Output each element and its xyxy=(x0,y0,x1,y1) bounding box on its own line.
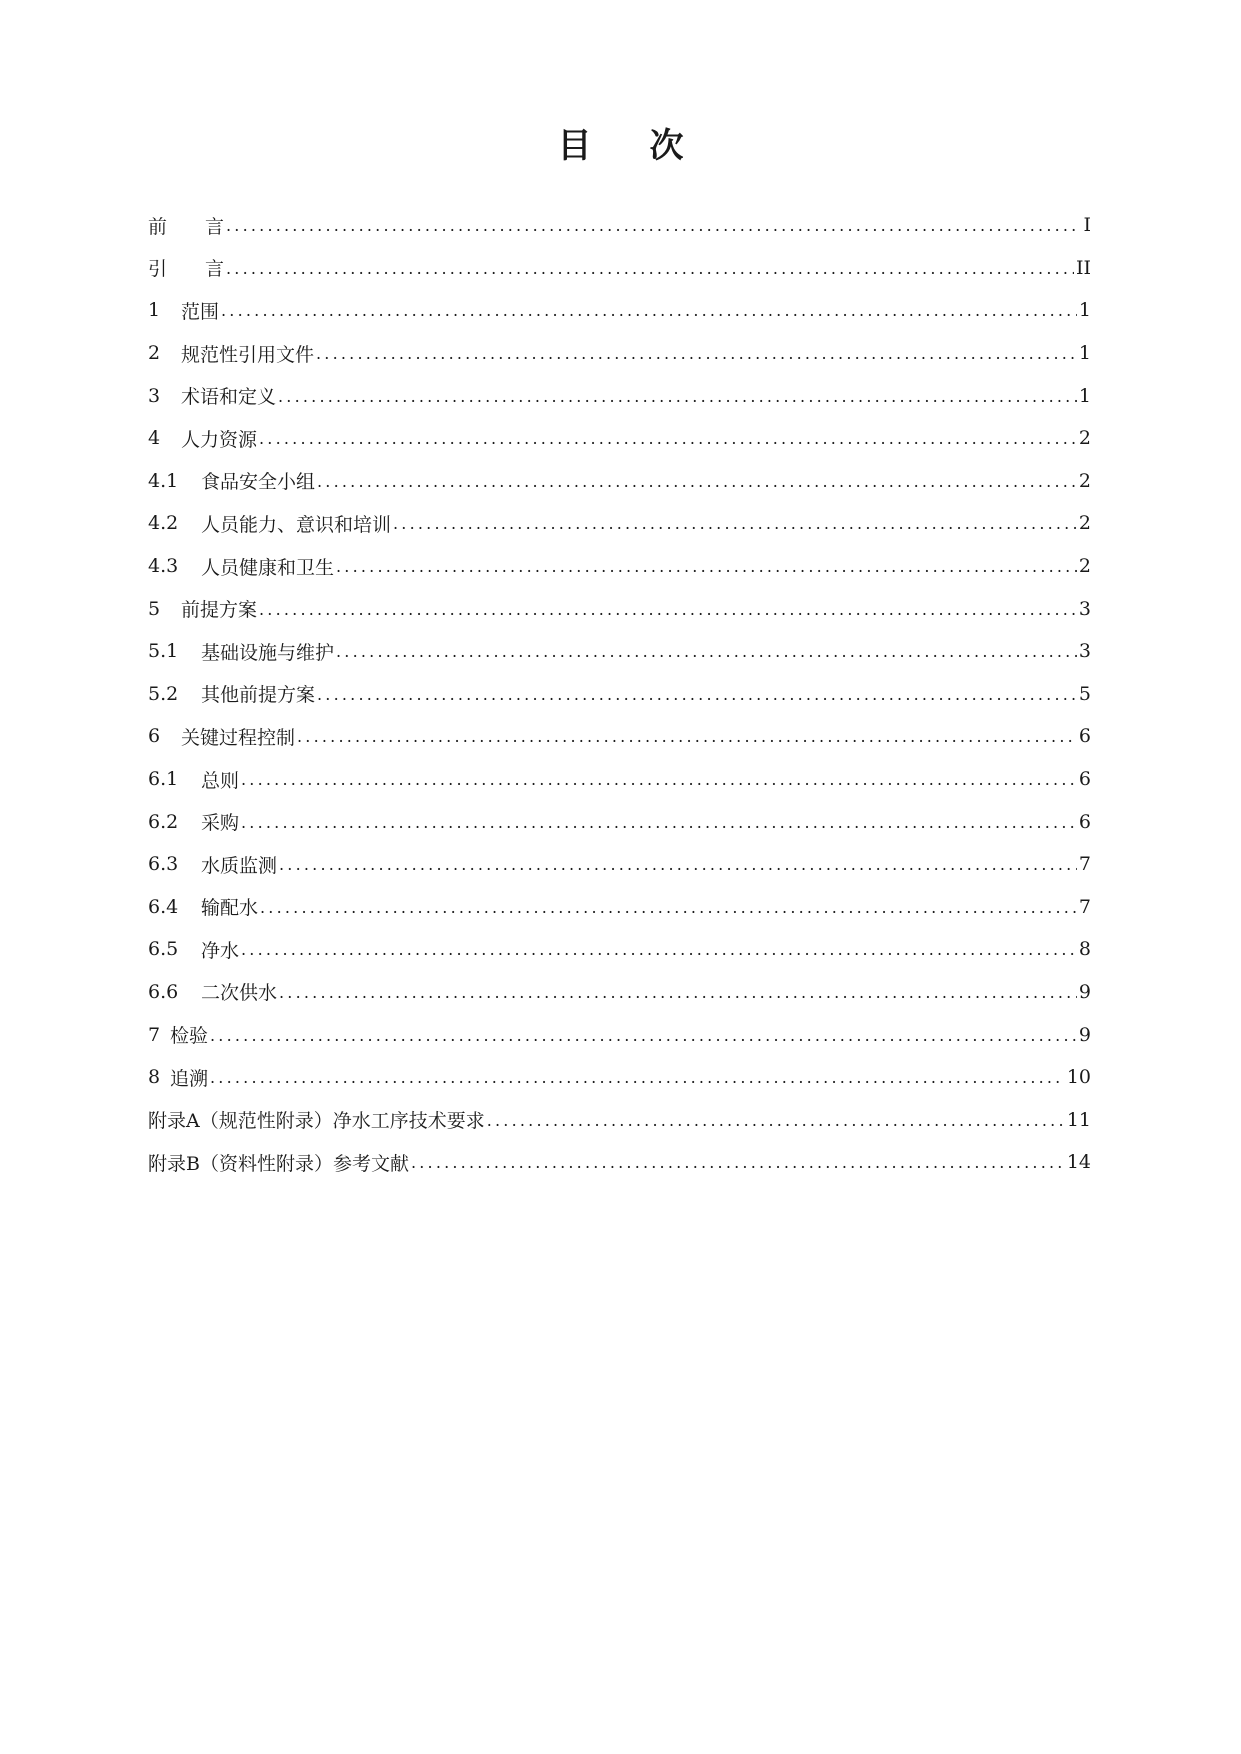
toc-leader-dots xyxy=(260,900,1077,916)
toc-entry-number: 6 xyxy=(148,725,161,748)
toc-entry-label: 附录B（资料性附录）参考文献 xyxy=(148,1152,409,1175)
toc-leader-dots xyxy=(336,644,1077,660)
toc-entry-number: 6.3 xyxy=(148,853,179,876)
page-title xyxy=(0,118,1241,167)
toc-entry-number: 4.3 xyxy=(148,555,179,578)
toc-leader-dots xyxy=(336,559,1077,575)
toc-entry-label: 总则 xyxy=(201,769,240,792)
toc-entry-introduction[interactable] xyxy=(148,247,1091,290)
toc-leader-dots xyxy=(487,1113,1065,1129)
toc-entry-page: 1 xyxy=(1078,342,1091,365)
toc-entry-4-3[interactable] xyxy=(148,545,1091,588)
toc-entry-7[interactable] xyxy=(148,1013,1091,1056)
toc-entry-6-4[interactable] xyxy=(148,886,1091,929)
toc-entry-appendix-b[interactable] xyxy=(148,1141,1091,1184)
toc-entry-label: 术语和定义 xyxy=(181,386,277,409)
toc-entry-page: 3 xyxy=(1078,597,1091,620)
toc-entry-number: 5 xyxy=(148,597,161,620)
toc-entry-appendix-a[interactable] xyxy=(148,1098,1091,1141)
toc-entry-5[interactable] xyxy=(148,587,1091,630)
toc-entry-number: 5.2 xyxy=(148,682,179,705)
title-char-2: 次 xyxy=(649,126,684,166)
toc-entry-label: 前提方案 xyxy=(181,599,258,622)
toc-entry-4-1[interactable] xyxy=(148,460,1091,503)
toc-entry-foreword[interactable] xyxy=(148,204,1091,247)
toc-entry-3[interactable] xyxy=(148,374,1091,417)
toc-entry-2[interactable] xyxy=(148,332,1091,375)
toc-entry-label: 范围 xyxy=(181,300,220,323)
toc-entry-page: 7 xyxy=(1078,853,1091,876)
toc-entry-label: 输配水 xyxy=(201,897,259,920)
toc-leader-dots xyxy=(259,602,1077,618)
toc-entry-page: 9 xyxy=(1078,1023,1091,1046)
toc-entry-label: 关键过程控制 xyxy=(181,726,296,749)
toc-entry-page: 6 xyxy=(1078,725,1091,748)
toc-leader-dots xyxy=(226,261,1074,277)
toc-leader-dots xyxy=(210,1070,1065,1086)
toc-leader-dots xyxy=(316,346,1077,362)
toc-leader-dots xyxy=(279,857,1077,873)
toc-entry-6-2[interactable] xyxy=(148,800,1091,843)
toc-leader-dots xyxy=(317,474,1077,490)
toc-entry-page: 9 xyxy=(1078,980,1091,1003)
toc-entry-4-2[interactable] xyxy=(148,502,1091,545)
toc-entry-1[interactable] xyxy=(148,289,1091,332)
toc-entry-label: 采购 xyxy=(201,812,240,835)
toc-entry-6[interactable] xyxy=(148,715,1091,758)
toc-entry-5-1[interactable] xyxy=(148,630,1091,673)
toc-entry-6-3[interactable] xyxy=(148,843,1091,886)
toc-entry-number: 1 xyxy=(148,299,161,322)
toc-entry-label: 食品安全小组 xyxy=(201,471,316,494)
table-of-contents xyxy=(148,204,1091,1184)
toc-entry-label: 人员健康和卫生 xyxy=(201,556,335,579)
toc-entry-6-6[interactable] xyxy=(148,971,1091,1014)
toc-entry-number: 4.1 xyxy=(148,469,179,492)
toc-entry-8[interactable] xyxy=(148,1056,1091,1099)
toc-entry-page: 3 xyxy=(1078,640,1091,663)
toc-entry-number: 6.2 xyxy=(148,810,179,833)
toc-entry-label: 二次供水 xyxy=(201,982,278,1005)
toc-entry-page: 2 xyxy=(1078,555,1091,578)
title-char-1: 目 xyxy=(557,126,592,166)
toc-entry-number: 3 xyxy=(148,384,161,407)
toc-entry-page: 6 xyxy=(1078,810,1091,833)
toc-leader-dots xyxy=(411,1155,1065,1171)
toc-entry-page: II xyxy=(1075,256,1091,279)
toc-leader-dots xyxy=(317,687,1077,703)
toc-entry-page: 2 xyxy=(1078,427,1091,450)
toc-entry-page: 14 xyxy=(1066,1151,1091,1174)
toc-leader-dots xyxy=(259,431,1077,447)
toc-entry-6-1[interactable] xyxy=(148,758,1091,801)
toc-entry-page: 1 xyxy=(1078,299,1091,322)
toc-entry-page: 2 xyxy=(1078,512,1091,535)
toc-entry-number: 6.4 xyxy=(148,895,179,918)
toc-leader-dots xyxy=(226,218,1081,234)
toc-entry-page: 7 xyxy=(1078,895,1091,918)
toc-entry-page: 2 xyxy=(1078,469,1091,492)
toc-entry-page: 5 xyxy=(1078,682,1091,705)
toc-leader-dots xyxy=(241,942,1077,958)
toc-entry-label: 规范性引用文件 xyxy=(181,343,315,366)
toc-entry-number: 6.1 xyxy=(148,768,179,791)
toc-leader-dots xyxy=(221,303,1077,319)
toc-entry-5-2[interactable] xyxy=(148,673,1091,716)
toc-leader-dots xyxy=(210,1028,1077,1044)
toc-entry-label: 人力资源 xyxy=(181,428,258,451)
toc-entry-label: 前 言 xyxy=(148,215,225,238)
toc-entry-page: 10 xyxy=(1066,1066,1091,1089)
toc-entry-label: 人员能力、意识和培训 xyxy=(201,513,392,536)
toc-entry-number: 4.2 xyxy=(148,512,179,535)
toc-entry-label: 水质监测 xyxy=(201,854,278,877)
toc-entry-label: 其他前提方案 xyxy=(201,684,316,707)
toc-entry-page: 6 xyxy=(1078,768,1091,791)
toc-entry-number: 2 xyxy=(148,342,161,365)
toc-entry-number: 4 xyxy=(148,427,161,450)
toc-entry-label: 基础设施与维护 xyxy=(201,641,335,664)
toc-entry-6-5[interactable] xyxy=(148,928,1091,971)
toc-leader-dots xyxy=(241,772,1077,788)
toc-entry-label: 追溯 xyxy=(170,1067,209,1090)
toc-entry-label: 附录A（规范性附录）净水工序技术要求 xyxy=(148,1110,485,1133)
toc-entry-page: 1 xyxy=(1078,384,1091,407)
toc-leader-dots xyxy=(279,985,1077,1001)
toc-entry-number: 7 xyxy=(148,1023,161,1046)
toc-leader-dots xyxy=(393,516,1077,532)
toc-entry-label: 净水 xyxy=(201,939,240,962)
toc-entry-page: 8 xyxy=(1078,938,1091,961)
toc-entry-label: 检验 xyxy=(170,1025,209,1048)
toc-entry-page: 11 xyxy=(1066,1108,1091,1131)
toc-entry-number: 6.5 xyxy=(148,938,179,961)
toc-leader-dots xyxy=(241,815,1077,831)
toc-entry-number: 5.1 xyxy=(148,640,179,663)
toc-entry-number: 8 xyxy=(148,1066,161,1089)
toc-leader-dots xyxy=(297,729,1077,745)
toc-entry-number: 6.6 xyxy=(148,980,179,1003)
toc-entry-label: 引 言 xyxy=(148,258,225,281)
toc-entry-4[interactable] xyxy=(148,417,1091,460)
toc-leader-dots xyxy=(278,389,1077,405)
toc-entry-page: I xyxy=(1083,214,1091,237)
